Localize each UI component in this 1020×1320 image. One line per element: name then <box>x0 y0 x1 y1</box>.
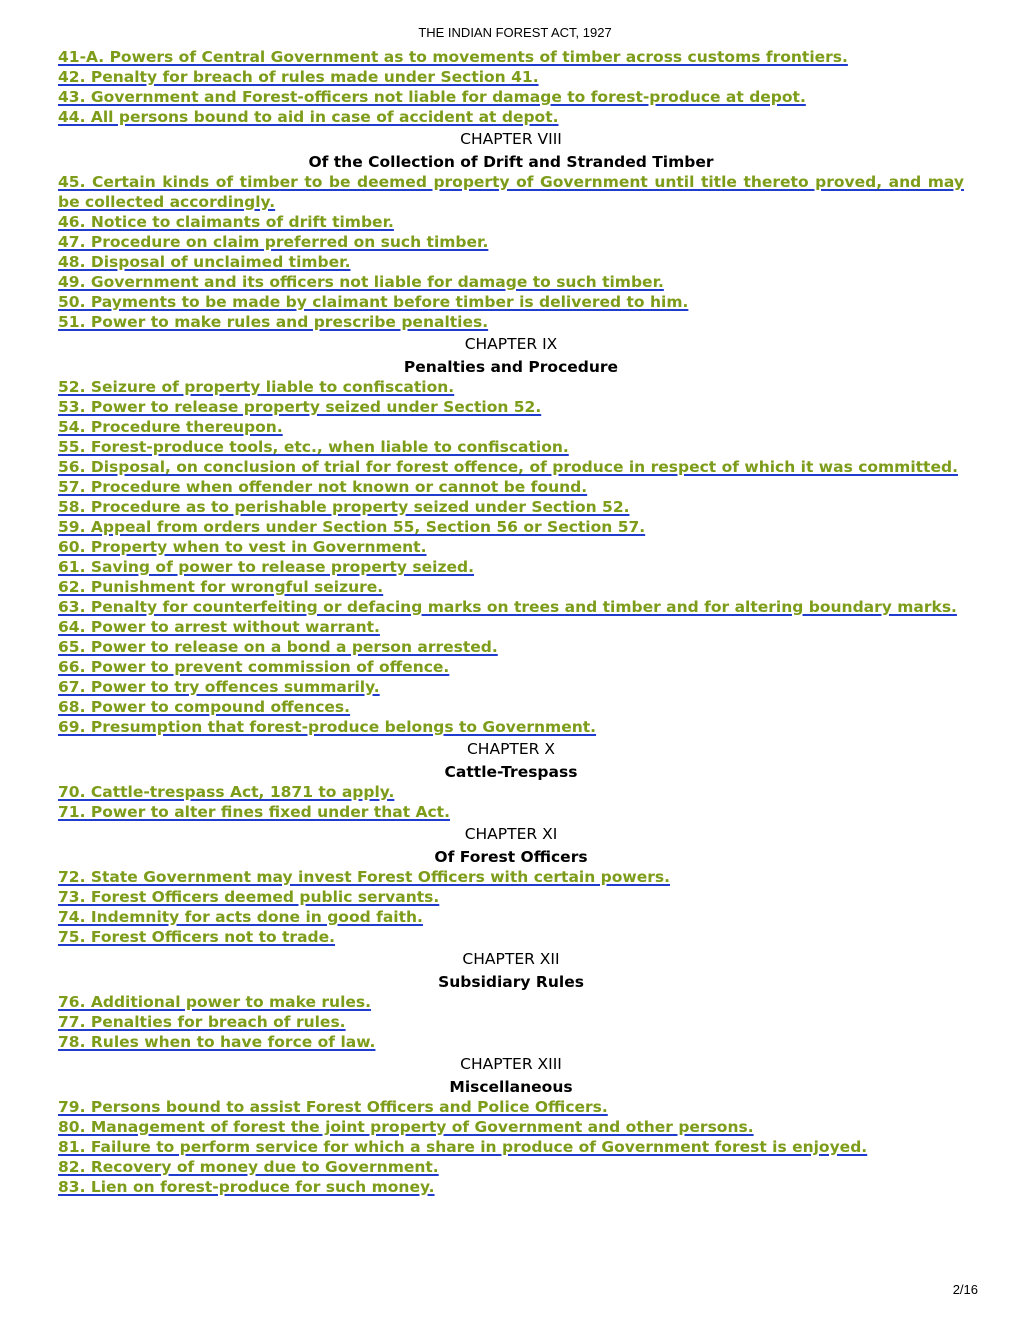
section-link[interactable]: 61. Saving of power to release property seized. <box>58 558 474 576</box>
section-link[interactable]: 82. Recovery of money due to Government. <box>58 1158 439 1176</box>
chapter-section <box>58 1054 964 1197</box>
chapter-section <box>58 739 964 822</box>
chapter-subtitle: Subsidiary Rules <box>438 973 584 991</box>
chapter-heading: CHAPTER XIII <box>460 1055 562 1073</box>
section-link[interactable]: 73. Forest Officers deemed public servants. <box>58 888 440 906</box>
page-number: 2/16 <box>952 1282 978 1297</box>
section-link[interactable]: 74. Indemnity for acts done in good faith. <box>58 908 423 926</box>
section-link[interactable]: 76. Additional power to make rules. <box>58 993 372 1011</box>
section-link[interactable]: 60. Property when to vest in Government. <box>58 538 427 556</box>
section-link[interactable]: 72. State Government may invest Forest Officers with certain powers. <box>58 868 670 886</box>
section-link[interactable]: 66. Power to prevent commission of offence. <box>58 658 450 676</box>
section-link[interactable]: 44. All persons bound to aid in case of accident at depot. <box>58 108 559 126</box>
chapter-heading: CHAPTER X <box>466 740 555 758</box>
chapter-heading: CHAPTER XII <box>462 950 560 968</box>
chapter-section <box>58 949 964 1052</box>
section-link[interactable]: 54. Procedure thereupon. <box>58 418 283 436</box>
section-link[interactable]: 43. Government and Forest-officers not liable for damage to forest-produce at depot. <box>58 88 806 106</box>
chapter-section <box>58 129 964 332</box>
page-header: THE INDIAN FOREST ACT, 1927 <box>418 25 612 40</box>
section-link[interactable]: 57. Procedure when offender not known or cannot be found. <box>58 478 588 496</box>
chapter-subtitle: Of Forest Officers <box>434 848 588 866</box>
chapter-heading: CHAPTER IX <box>464 335 558 353</box>
section-link[interactable]: 63. Penalty for counterfeiting or defacing marks on trees and timber and for altering boundary marks. <box>58 598 957 616</box>
section-link[interactable]: 67. Power to try offences summarily. <box>58 678 380 696</box>
chapter-subtitle: Of the Collection of Drift and Stranded Timber <box>308 153 714 171</box>
section-link[interactable]: 52. Seizure of property liable to confiscation. <box>58 378 455 396</box>
section-link[interactable]: 83. Lien on forest-produce for such money. <box>58 1178 435 1196</box>
table-of-contents <box>58 47 964 1197</box>
section-link[interactable]: 79. Persons bound to assist Forest Officers and Police Officers. <box>58 1098 608 1116</box>
section-link[interactable]: 48. Disposal of unclaimed timber. <box>58 253 351 271</box>
chapter-subtitle: Penalties and Procedure <box>403 358 619 376</box>
chapter-subtitle: Miscellaneous <box>449 1078 573 1096</box>
section-link[interactable]: 80. Management of forest the joint property of Government and other persons. <box>58 1118 754 1136</box>
section-link[interactable]: 49. Government and its officers not liable for damage to such timber. <box>58 273 664 291</box>
section-link[interactable]: 65. Power to release on a bond a person arrested. <box>58 638 498 656</box>
section-link[interactable]: 77. Penalties for breach of rules. <box>58 1013 346 1031</box>
section-link[interactable]: 55. Forest-produce tools, etc., when liable to confiscation. <box>58 438 569 456</box>
section-link[interactable]: 78. Rules when to have force of law. <box>58 1033 376 1051</box>
section-link[interactable]: 71. Power to alter fines fixed under that Act. <box>58 803 450 821</box>
section-link[interactable]: 42. Penalty for breach of rules made under Section 41. <box>58 68 539 86</box>
section-link[interactable]: 45. Certain kinds of timber to be deemed property of Government until title thereto proved, and may be collected accordingly. <box>58 173 964 211</box>
section-link[interactable]: 56. Disposal, on conclusion of trial for forest offence, of produce in respect of which it was committed. <box>58 458 958 476</box>
chapter-subtitle: Cattle-Trespass <box>444 763 578 781</box>
section-link[interactable]: 68. Power to compound offences. <box>58 698 351 716</box>
section-link[interactable]: 51. Power to make rules and prescribe penalties. <box>58 313 489 331</box>
chapter-heading: CHAPTER XI <box>464 825 558 843</box>
section-link[interactable]: 62. Punishment for wrongful seizure. <box>58 578 384 596</box>
section-link[interactable]: 64. Power to arrest without warrant. <box>58 618 380 636</box>
chapter-heading: CHAPTER VIII <box>460 130 562 148</box>
section-link[interactable]: 53. Power to release property seized under Section 52. <box>58 398 542 416</box>
section-link[interactable]: 75. Forest Officers not to trade. <box>58 928 336 946</box>
section-link[interactable]: 70. Cattle-trespass Act, 1871 to apply. <box>58 783 395 801</box>
section-link[interactable]: 50. Payments to be made by claimant before timber is delivered to him. <box>58 293 689 311</box>
section-link[interactable]: 47. Procedure on claim preferred on such timber. <box>58 233 489 251</box>
section-link[interactable]: 58. Procedure as to perishable property seized under Section 52. <box>58 498 630 516</box>
chapter-section <box>58 334 964 737</box>
intro-links <box>58 47 964 127</box>
section-link[interactable]: 41-A. Powers of Central Government as to movements of timber across customs frontiers. <box>58 48 848 66</box>
chapters-list <box>58 129 964 1197</box>
section-link[interactable]: 81. Failure to perform service for which a share in produce of Government forest is enjoyed. <box>58 1138 868 1156</box>
section-link[interactable]: 46. Notice to claimants of drift timber. <box>58 213 394 231</box>
section-link[interactable]: 59. Appeal from orders under Section 55, Section 56 or Section 57. <box>58 518 646 536</box>
chapter-section <box>58 824 964 947</box>
section-link[interactable]: 69. Presumption that forest-produce belongs to Government. <box>58 718 597 736</box>
